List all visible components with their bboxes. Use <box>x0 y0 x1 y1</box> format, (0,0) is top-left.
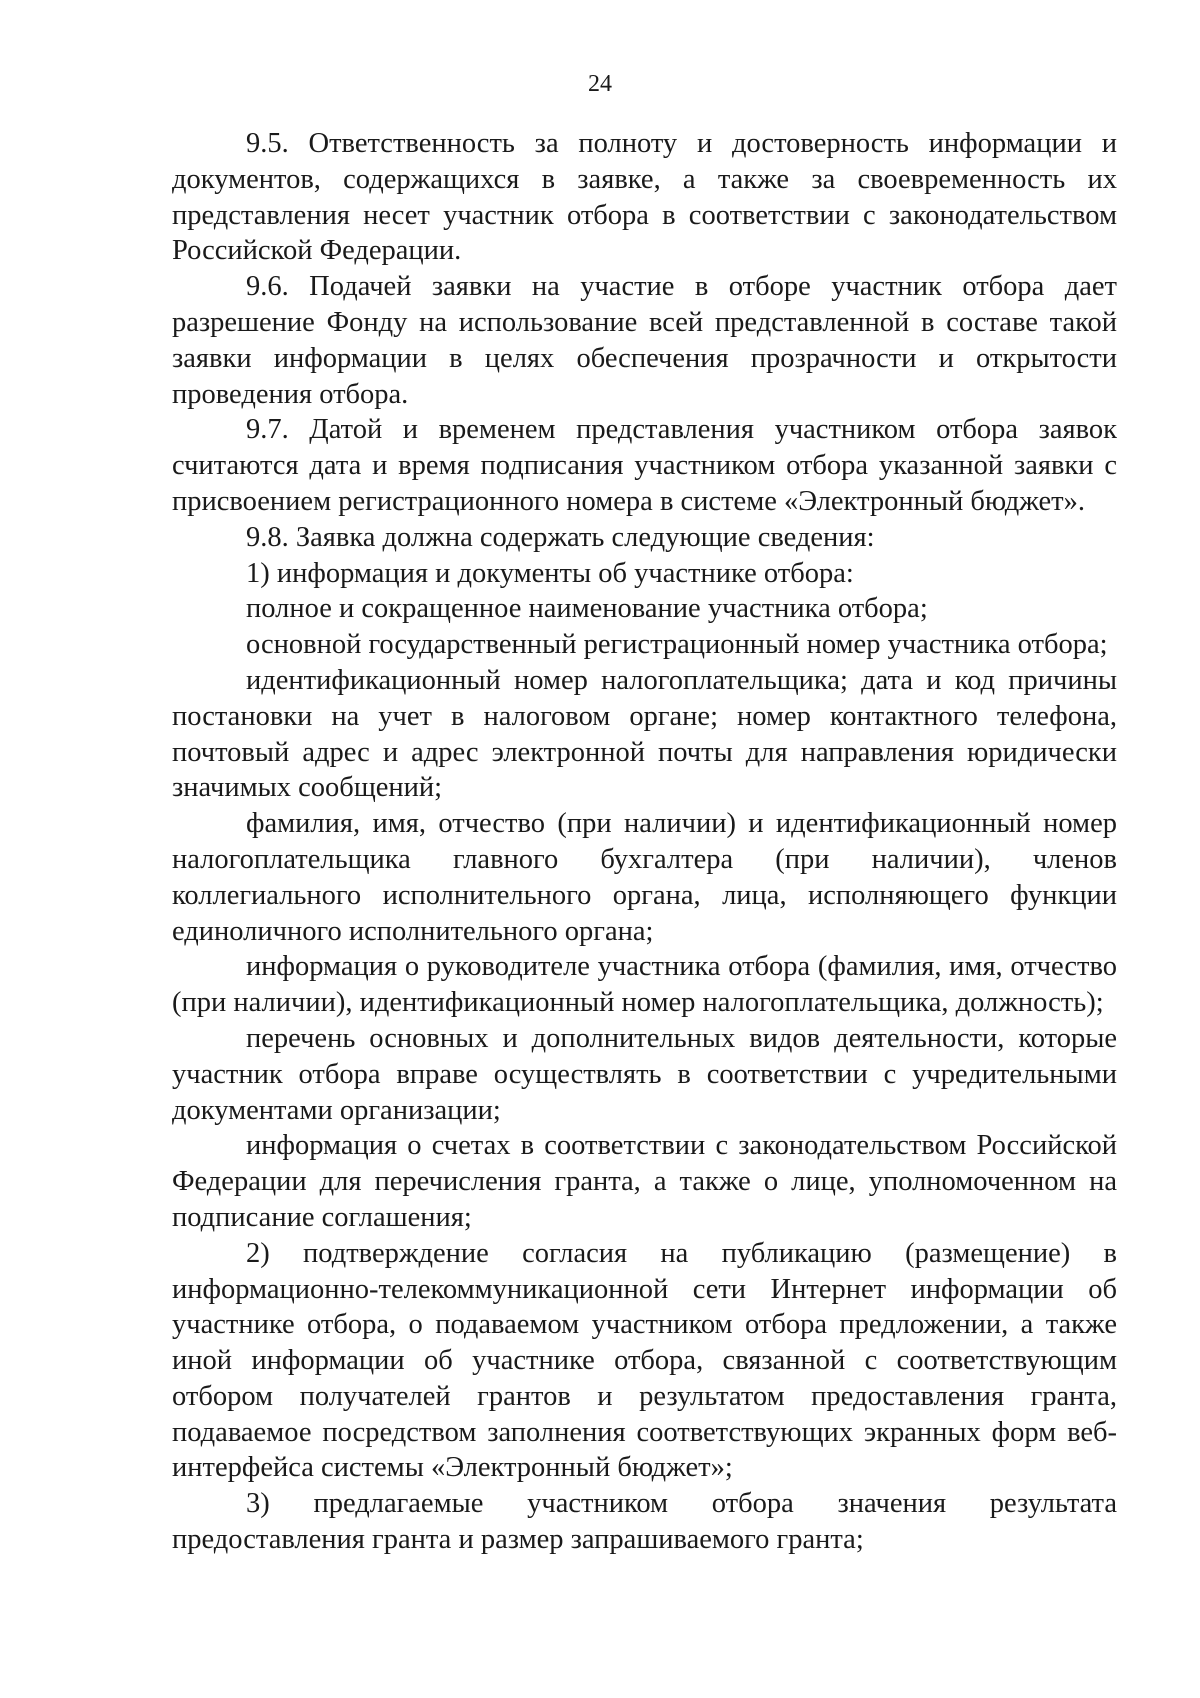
list-item-1-heading: 1) информация и документы об участнике отбора: <box>246 557 854 589</box>
document-body <box>172 126 1117 1558</box>
list-item-inn-contacts: идентификационный номер налогоплательщика; дата и код причины постановки на учет в налоговом органе; номер контактного телефона, почтовый адрес и адрес электронной почты для направления юридически значимых сообщений; <box>172 664 1117 804</box>
list-item-ogrn: основной государственный регистрационный номер участника отбора; <box>246 629 1108 661</box>
list-item-accounts: информация о счетах в соответствии с законодательством Российской Федерации для перечисления гранта, а также о лице, уполномоченном на подписание соглашения; <box>172 1130 1117 1233</box>
list-item-activities: перечень основных и дополнительных видов деятельности, которые участник отбора вправе осуществлять в соответствии с учредительными документами организации; <box>172 1022 1117 1126</box>
list-item-name: полное и сокращенное наименование участника отбора; <box>246 593 928 625</box>
paragraph-9-7: 9.7. Датой и временем представления участником отбора заявок считаются дата и время подписания участником отбора указанной заявки с присвоением регистрационного номера в системе «Электронный бюджет». <box>172 414 1117 517</box>
paragraph-9-8: 9.8. Заявка должна содержать следующие сведения: <box>246 521 875 553</box>
list-item-director: информация о руководителе участника отбора (фамилия, имя, отчество (при наличии), идентификационный номер налогоплательщика, должность); <box>172 951 1117 1019</box>
list-item-officials: фамилия, имя, отчество (при наличии) и идентификационный номер налогоплательщика главного бухгалтера (при наличии), членов коллегиального исполнительного органа, лица, исполняющего функции единоличного исполнительного органа; <box>172 808 1117 947</box>
list-item-3-results: 3) предлагаемые участником отбора значения результата предоставления гранта и размер запрашиваемого гранта; <box>172 1488 1117 1556</box>
paragraph-9-5: 9.5. Ответственность за полноту и достоверность информации и документов, содержащихся в заявке, а также за своевременность их представления несет участник отбора в соответствии с законодательством Российской Федерации. <box>172 128 1117 267</box>
page-number: 24 <box>588 71 612 97</box>
list-item-2-consent: 2) подтверждение согласия на публикацию (размещение) в информационно-телекоммуникационной сети Интернет информации об участнике отбора, о подаваемом участником отбора предложении, а также иной информации об участнике отбора, связанной с соответствующим отбором получателей грантов и результатом предоставления гранта, подаваемое посредством заполнения соответствующих экранных форм веб-интерфейса системы «Электронный бюджет»; <box>172 1237 1117 1484</box>
paragraph-9-6: 9.6. Подачей заявки на участие в отборе участник отбора дает разрешение Фонду на использование всей представленной в составе такой заявки информации в целях обеспечения прозрачности и открытости проведения отбора. <box>172 271 1117 410</box>
